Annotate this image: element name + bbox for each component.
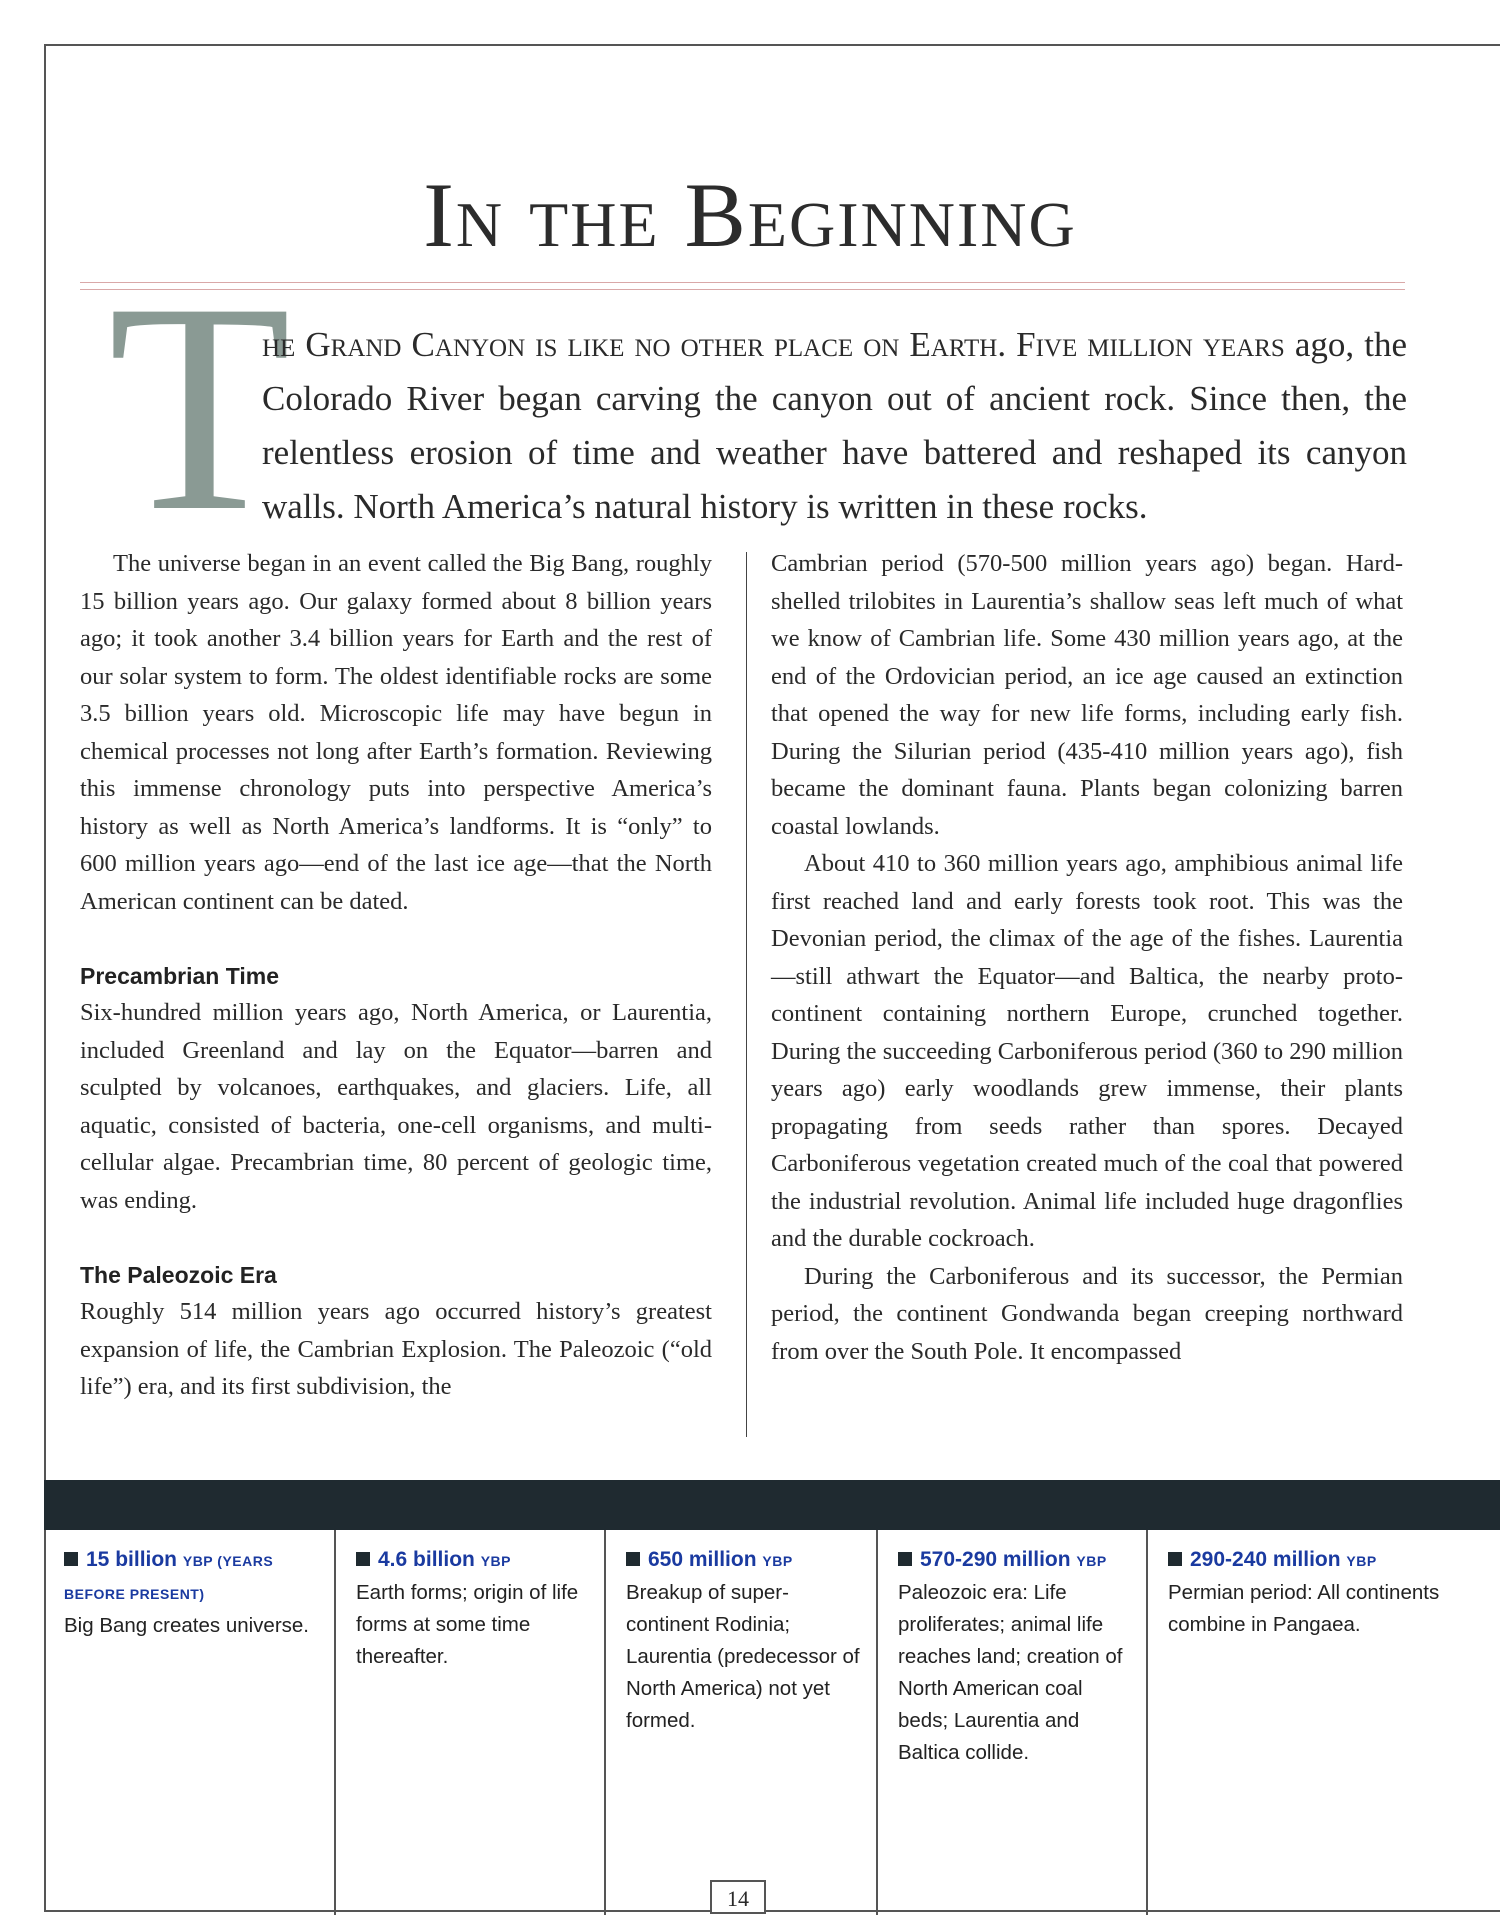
page-number: 14 <box>710 1880 766 1914</box>
bullet-square-icon <box>64 1552 78 1566</box>
drop-cap: T <box>108 241 292 573</box>
timeline-description: Earth forms; origin of life forms at some time thereafter. <box>356 1581 579 1668</box>
timeline-date: 570-290 million YBP <box>898 1544 1130 1577</box>
intro-paragraph <box>262 318 1407 534</box>
timeline-entry <box>44 1530 334 1915</box>
timeline-entry <box>604 1530 876 1915</box>
right-paragraph-1: Cambrian period (570-500 million years ago) began. Hard-shelled trilobites in Laurentia’s shallow seas left much of what we know of Cambrian life. Some 430 million years ago, at the end of the Ordovician period, an ice age caused an extinction that opened the way for new life forms, including early fish. During the Silurian period (435-410 million years ago), fish became the dominant fauna. Plants began colonizing barren coastal lowlands. <box>771 550 1403 840</box>
timeline-description: Permian period: All continents combine in Pangaea. <box>1168 1581 1440 1636</box>
timeline-date: 15 billion YBP (YEARS BEFORE PRESENT) <box>64 1548 274 1602</box>
intro-rest: ago, the Colorado River began carving the canyon out of ancient rock. Since then, the relentless erosion of time and weather have battered and reshaped its canyon walls. North America’s natural history is written in these rocks. <box>262 325 1407 526</box>
left-paragraph-1: The universe began in an event called the Big Bang, roughly 15 billion years ago. Our galaxy formed about 8 billion years ago; it took another 3.4 billion years for Earth and the rest of our solar system to form. The oldest identifiable rocks are some 3.5 billion years old. Microscopic life may have begun in chemical processes not long after Earth’s formation. Reviewing this immense chronology puts into perspective America’s history as well as North America’s landforms. It is “only” to 600 million years ago—end of the last ice age—that the North American continent can be dated. <box>80 550 712 915</box>
timeline-date: 4.6 billion YBP <box>356 1544 588 1577</box>
left-column <box>80 545 712 1406</box>
intro-lead-caps: he Grand Canyon is like no other place on Earth. Five million years <box>262 325 1285 364</box>
timeline-date: 650 million YBP <box>626 1544 860 1577</box>
timeline-entry <box>334 1530 604 1915</box>
timeline-band <box>44 1480 1500 1530</box>
bullet-square-icon <box>1168 1552 1182 1566</box>
timeline-date: 290-240 million YBP <box>1168 1544 1484 1577</box>
right-column <box>771 545 1403 1370</box>
timeline-description: Big Bang creates universe. <box>64 1614 309 1637</box>
timeline-entry <box>876 1530 1146 1915</box>
heading-precambrian: Precambrian Time <box>80 963 280 989</box>
left-paragraph-2: Six-hundred million years ago, North America, or Laurentia, included Greenland and lay on the Equator—barren and sculpted by volcanoes, earthquakes, and glaciers. Life, all aquatic, consisted of bacteria, one-cell organisms, and multi-cellular algae. Precambrian time, 80 percent of geologic time, was ending. <box>80 999 712 1214</box>
column-divider <box>746 552 747 1437</box>
timeline <box>44 1530 1500 1915</box>
bullet-square-icon <box>356 1552 370 1566</box>
bullet-square-icon <box>626 1552 640 1566</box>
left-paragraph-3: Roughly 514 million years ago occurred history’s greatest expansion of life, the Cambrian Explosion. The Paleozoic (“old life”) era, and its first subdivision, the <box>80 1298 712 1400</box>
page-title: In the Beginning <box>423 164 1077 266</box>
bullet-square-icon <box>898 1552 912 1566</box>
right-paragraph-3: During the Carboniferous and its successor, the Permian period, the continent Gondwanda began creeping northward from over the South Pole. It encompassed <box>771 1262 1403 1365</box>
timeline-description: Paleozoic era: Life proliferates; animal life reaches land; creation of North American coal beds; Laurentia and Baltica collide. <box>898 1581 1123 1764</box>
heading-paleozoic: The Paleozoic Era <box>80 1262 277 1288</box>
timeline-entry <box>1146 1530 1500 1915</box>
timeline-description: Breakup of super-continent Rodinia; Laurentia (predecessor of North America) not yet formed. <box>626 1581 860 1732</box>
right-paragraph-2: About 410 to 360 million years ago, amphibious animal life first reached land and early forests took root. This was the Devonian period, the climax of the age of the fishes. Laurentia—still athwart the Equator—and Baltica, the nearby proto-continent containing northern Europe, crunched together. During the succeeding Carboniferous period (360 to 290 million years ago) early woodlands grew immense, their plants propagating from seeds rather than spores. Decayed Carboniferous vegetation created much of the coal that powered the industrial revolution. Animal life included huge dragonflies and the durable cockroach. <box>771 850 1403 1252</box>
